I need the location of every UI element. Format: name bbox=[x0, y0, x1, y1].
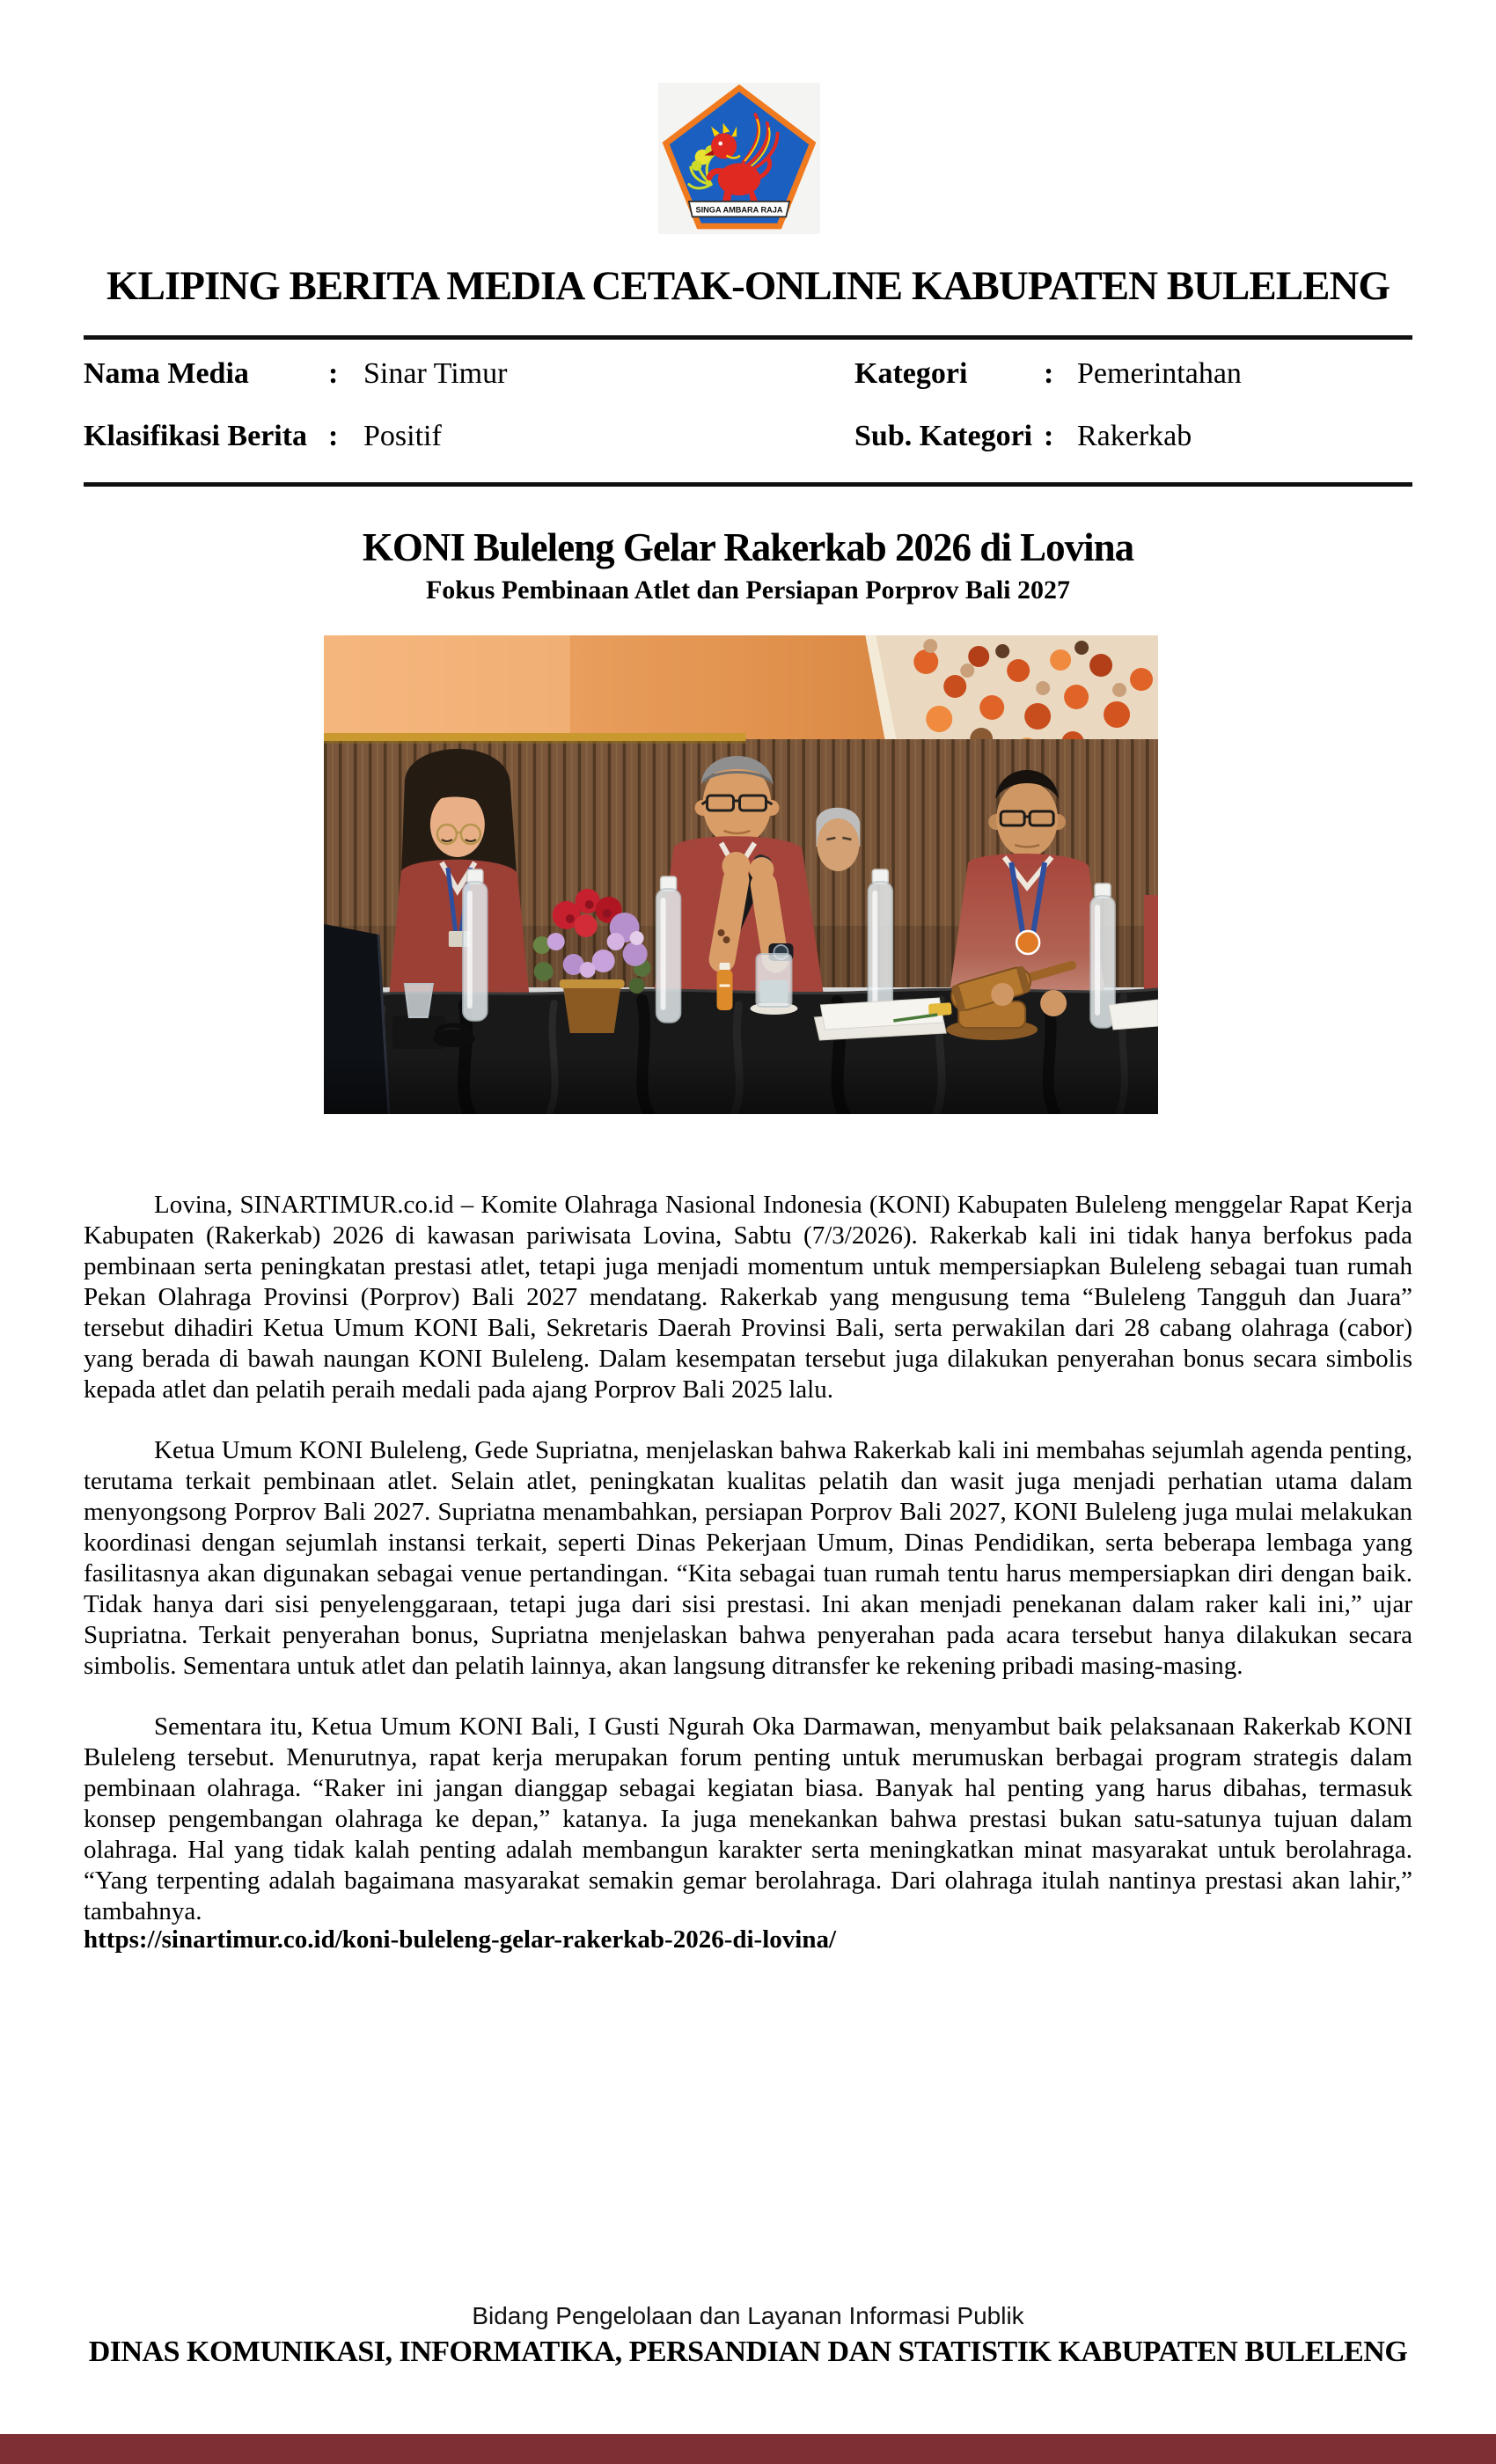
footer-bar bbox=[0, 2434, 1496, 2464]
meta-label-kategori: Kategori bbox=[854, 357, 968, 390]
person-left bbox=[389, 749, 530, 998]
article-body bbox=[84, 1190, 1412, 1957]
meta-label-klasifikasi: Klasifikasi Berita bbox=[84, 420, 308, 452]
article-title: KONI Buleleng Gelar Rakerkab 2026 di Lovina bbox=[362, 525, 1134, 569]
meta-label-nama-media: Nama Media bbox=[84, 357, 249, 390]
meta-colon: : bbox=[328, 420, 339, 452]
meta-value-nama-media: Sinar Timur bbox=[363, 357, 508, 390]
article-paragraph: Lovina, SINARTIMUR.co.id – Komite Olahraga Nasional Indonesia (KONI) Kabupaten Buleleng menggelar Rapat Kerja Kabupaten (Rakerkab) 2026 di kawasan pariwisata Lovina, Sabtu (7/3/2026). Rakerkab kali ini tidak hanya berfokus pada pembinaan serta peningkatan prestasi atlet, tetapi juga menjadi momentum untuk mempersiapkan Buleleng sebagai tuan rumah Pekan Olahraga Provinsi (Porprov) Bali 2027 mendatang. Rakerkab yang mengusung tema “Buleleng Tangguh dan Juara” tersebut dihadiri Ketua Umum KONI Bali, Sekretaris Daerah Provinsi Bali, serta perwakilan dari 28 cabang olahraga (cabor) yang berada di bawah naungan KONI Buleleng. Dalam kesempatan tersebut juga dilakukan penyerahan bonus secara simbolis kepada atlet dan pelatih peraih medali pada ajang Porprov Bali 2025 lalu. bbox=[84, 1191, 1412, 1404]
meta-colon: : bbox=[1044, 357, 1054, 390]
logo-image bbox=[658, 83, 820, 234]
meta-row bbox=[84, 357, 1412, 391]
article-photo bbox=[324, 635, 1158, 1114]
footer-division-line: Bidang Pengelolaan dan Layanan Informasi Publik bbox=[472, 2302, 1024, 2329]
meta-value-kategori: Pemerintahan bbox=[1077, 357, 1242, 390]
divider-top bbox=[84, 335, 1412, 340]
person-behind bbox=[816, 808, 860, 871]
article-subtitle: Fokus Pembinaan Atlet dan Persiapan Porprov Bali 2027 bbox=[425, 576, 1070, 605]
article-paragraph: Sementara itu, Ketua Umum KONI Bali, I Gusti Ngurah Oka Darmawan, menyambut baik pelaksanaan Rakerkab KONI Buleleng tersebut. Menurutnya, rapat kerja merupakan forum penting untuk merumuskan berbagai program strategis dalam pembinaan olahraga. “Raker ini jangan dianggap sebagai kegiatan biasa. Banyak hal penting yang harus dibahas, termasuk konsep pengembangan olahraga ke depan,” katanya. Ia juga menekankan bahwa prestasi bukan satu-satunya tujuan dalam olahraga. Hal yang tidak kalah penting adalah membangun karakter serta meningkatkan minat masyarakat untuk berolahraga. “Yang terpenting adalah bagaimana masyarakat semakin gemar berolahraga. Dari olahraga itulah nantinya prestasi akan lahir,” tambahnya. bbox=[84, 1712, 1412, 1925]
meta-value-sub-kategori: Rakerkab bbox=[1077, 420, 1192, 452]
meta-colon: : bbox=[1044, 420, 1054, 452]
meta-label-sub-kategori: Sub. Kategori bbox=[854, 420, 1033, 452]
meeting-photo-illustration bbox=[324, 635, 1158, 1114]
meta-colon: : bbox=[328, 357, 339, 390]
buleleng-crest-icon bbox=[658, 83, 820, 234]
article-source-url[interactable]: https://sinartimur.co.id/koni-buleleng-gelar-rakerkab-2026-di-lovina/ bbox=[84, 1925, 837, 1954]
meta-value-klasifikasi: Positif bbox=[363, 420, 442, 452]
footer-agency-line: DINAS KOMUNIKASI, INFORMATIKA, PERSANDIAN DAN STATISTIK KABUPATEN BULELENG bbox=[88, 2336, 1408, 2368]
page-title: KLIPING BERITA MEDIA CETAK-ONLINE KABUPATEN BULELENG bbox=[106, 263, 1390, 309]
meta-row bbox=[84, 420, 1412, 453]
divider-bottom bbox=[84, 482, 1412, 487]
article-paragraph: Ketua Umum KONI Buleleng, Gede Supriatna, menjelaskan bahwa Rakerkab kali ini membahas sejumlah agenda penting, terutama terkait pembinaan atlet. Selain atlet, peningkatan kualitas pelatih dan wasit juga menjadi perhatian utama dalam menyongsong Porprov Bali 2027. Supriatna menambahkan, persiapan Porprov Bali 2027, KONI Buleleng juga mulai melakukan koordinasi dengan sejumlah instansi terkait, seperti Dinas Pekerjaan Umum, Dinas Pendidikan, serta beberapa lembaga yang fasilitasnya akan digunakan sebagai venue pertandingan. “Kita sebagai tuan rumah tentu harus mempersiapkan diri dengan baik. Tidak hanya dari sisi penyelenggaraan, tetapi juga dari sisi prestasi. Ini akan menjadi penekanan dalam raker kali ini,” ujar Supriatna. Terkait penyerahan bonus, Supriatna menjelaskan bahwa penyerahan pada acara tersebut hanya dilakukan secara simbolis. Sementara untuk atlet dan pelatih lainnya, akan langsung ditransfer ke rekening pribadi masing-masing. bbox=[84, 1436, 1412, 1680]
logo-banner-text: SINGA AMBARA RAJA bbox=[695, 205, 783, 215]
